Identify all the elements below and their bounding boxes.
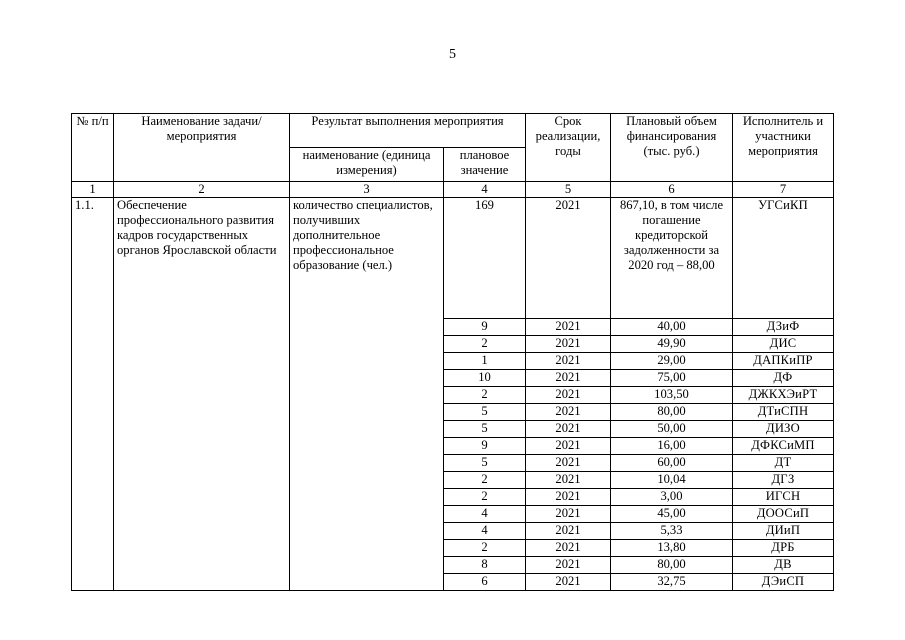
funding-amount: 10,04: [611, 472, 733, 489]
period-year: 2021: [526, 336, 611, 353]
period-year: 2021: [526, 370, 611, 387]
planned-value: 9: [444, 438, 526, 455]
header-num: № п/п: [72, 114, 114, 182]
funding-amount: 60,00: [611, 455, 733, 472]
executor: ДООСиП: [733, 506, 834, 523]
funding-amount: 5,33: [611, 523, 733, 540]
executor: ДФ: [733, 370, 834, 387]
funding-amount: 80,00: [611, 557, 733, 574]
planned-value: 1: [444, 353, 526, 370]
period-year: 2021: [526, 574, 611, 591]
funding-amount: 80,00: [611, 404, 733, 421]
planned-value: 4: [444, 506, 526, 523]
planned-value: 9: [444, 319, 526, 336]
planned-value: 6: [444, 574, 526, 591]
planned-value: 2: [444, 540, 526, 557]
planned-value: 2: [444, 472, 526, 489]
item-result-name: количество специалистов, получивших дополнительное профессиональное образование (чел.): [290, 198, 444, 591]
item-task: Обеспечение профессионального развития кадров государственных органов Ярославской области: [114, 198, 290, 591]
column-number: 4: [444, 182, 526, 198]
planned-value: 4: [444, 523, 526, 540]
funding-amount: 32,75: [611, 574, 733, 591]
planned-value: 10: [444, 370, 526, 387]
period-year: 2021: [526, 472, 611, 489]
period-year: 2021: [526, 353, 611, 370]
column-number: 5: [526, 182, 611, 198]
executor: ДЖКХЭиРТ: [733, 387, 834, 404]
funding-amount: 103,50: [611, 387, 733, 404]
planned-value: 169: [444, 198, 526, 319]
period-year: 2021: [526, 319, 611, 336]
executor: ДТ: [733, 455, 834, 472]
funding-amount: 867,10, в том числе погашение кредиторской задолженности за 2020 год – 88,00: [611, 198, 733, 319]
executor: ДРБ: [733, 540, 834, 557]
executor: ИГСН: [733, 489, 834, 506]
column-number: 1: [72, 182, 114, 198]
planned-value: 5: [444, 404, 526, 421]
header-funding: Плановый объем финансирования (тыс. руб.): [611, 114, 733, 182]
period-year: 2021: [526, 198, 611, 319]
column-number: 3: [290, 182, 444, 198]
column-number: 2: [114, 182, 290, 198]
period-year: 2021: [526, 387, 611, 404]
executor: ДВ: [733, 557, 834, 574]
executor: ДИиП: [733, 523, 834, 540]
executor: ДФКСиМП: [733, 438, 834, 455]
funding-amount: 45,00: [611, 506, 733, 523]
column-numbers-row: [72, 182, 834, 198]
period-year: 2021: [526, 489, 611, 506]
period-year: 2021: [526, 455, 611, 472]
executor: ДИЗО: [733, 421, 834, 438]
executor: ДТиСПН: [733, 404, 834, 421]
header-executor: Исполнитель и участники мероприятия: [733, 114, 834, 182]
executor: ДИС: [733, 336, 834, 353]
funding-amount: 3,00: [611, 489, 733, 506]
activities-table: [71, 113, 834, 591]
planned-value: 2: [444, 336, 526, 353]
column-number: 6: [611, 182, 733, 198]
item-row: [72, 198, 834, 319]
header-task: Наименование задачи/мероприятия: [114, 114, 290, 182]
planned-value: 5: [444, 455, 526, 472]
period-year: 2021: [526, 540, 611, 557]
executor: ДЭиСП: [733, 574, 834, 591]
header-row: [72, 114, 834, 148]
planned-value: 8: [444, 557, 526, 574]
period-year: 2021: [526, 523, 611, 540]
column-number: 7: [733, 182, 834, 198]
executor: ДГЗ: [733, 472, 834, 489]
period-year: 2021: [526, 421, 611, 438]
period-year: 2021: [526, 438, 611, 455]
period-year: 2021: [526, 557, 611, 574]
executor: ДЗиФ: [733, 319, 834, 336]
item-number: 1.1.: [72, 198, 114, 591]
header-result-group: Результат выполнения мероприятия: [290, 114, 526, 148]
executor: ДАПКиПР: [733, 353, 834, 370]
funding-amount: 49,90: [611, 336, 733, 353]
funding-amount: 16,00: [611, 438, 733, 455]
period-year: 2021: [526, 506, 611, 523]
planned-value: 2: [444, 489, 526, 506]
funding-amount: 13,80: [611, 540, 733, 557]
executor: УГСиКП: [733, 198, 834, 319]
header-result-name: наименование (единица измерения): [290, 148, 444, 182]
funding-amount: 40,00: [611, 319, 733, 336]
header-period: Срок реализации, годы: [526, 114, 611, 182]
funding-amount: 29,00: [611, 353, 733, 370]
planned-value: 5: [444, 421, 526, 438]
funding-amount: 50,00: [611, 421, 733, 438]
page-number: 5: [449, 47, 456, 62]
header-result-value: плановое значение: [444, 148, 526, 182]
planned-value: 2: [444, 387, 526, 404]
period-year: 2021: [526, 404, 611, 421]
funding-amount: 75,00: [611, 370, 733, 387]
